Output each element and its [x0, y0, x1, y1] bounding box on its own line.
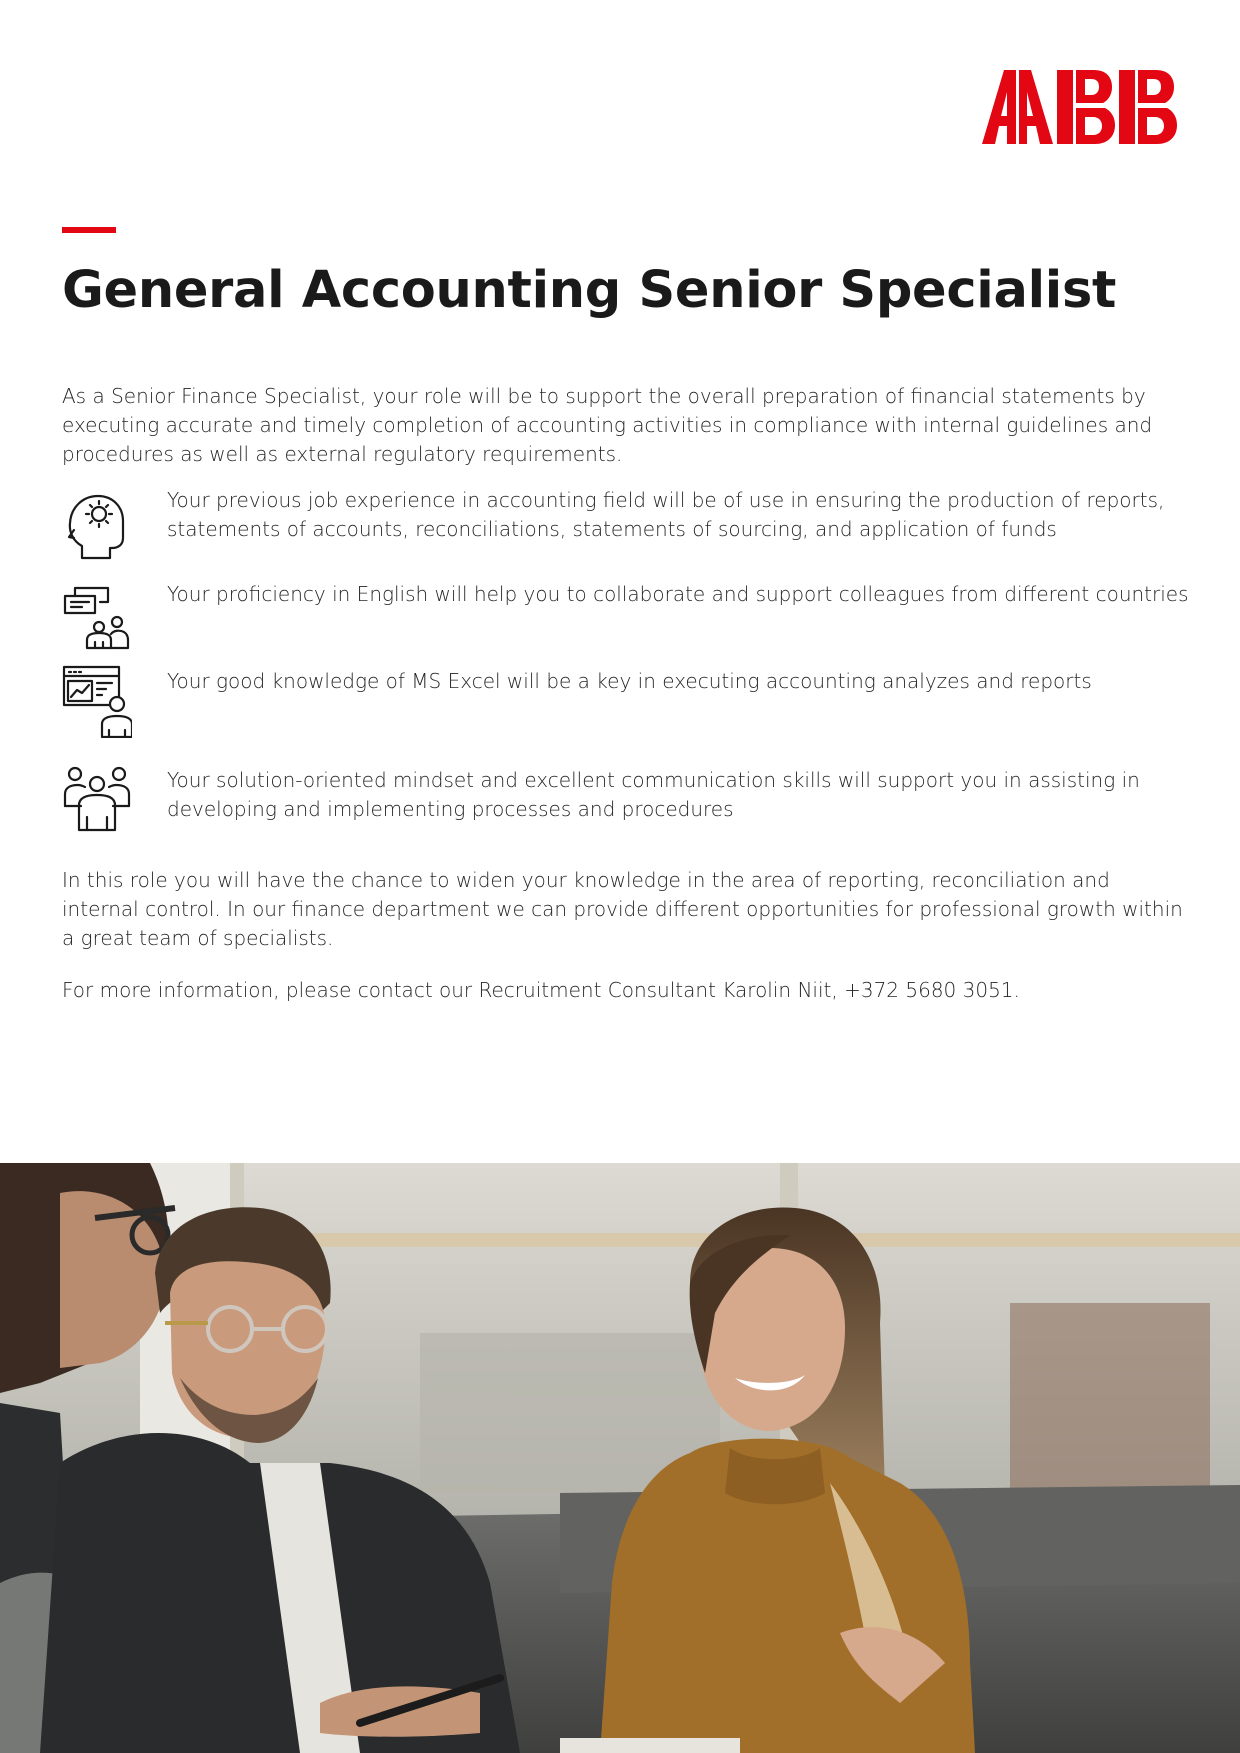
title-accent-bar	[62, 227, 116, 233]
collaboration-icon	[62, 582, 132, 656]
head-gear-icon	[62, 490, 132, 564]
team-icon	[62, 762, 132, 836]
contact-paragraph: For more information, please contact our Recruitment Consultant Karolin Niit, +372 5680 3051.	[62, 978, 1020, 1002]
abb-logo	[982, 70, 1178, 144]
bullet-english-text: Your proficiency in English will help you to collaborate and support colleagues from different countries	[167, 582, 1189, 606]
bullet-mindset-text: Your solution-oriented mindset and excellent communication skills will support you in assisting in developing and implementing processes and procedures	[167, 768, 1140, 821]
closing-paragraph: In this role you will have the chance to widen your knowledge in the area of reporting, reconciliation and internal control. In our finance department we can provide different opportunities for professional growth within a great team of specialists.	[62, 868, 1183, 950]
page-title: General Accounting Senior Specialist	[62, 261, 1117, 320]
intro-paragraph: As a Senior Finance Specialist, your role will be to support the overall preparation of financial statements by executing accurate and timely completion of accounting activities in compliance with internal guidelines and procedures as well as external regulatory requirements.	[62, 384, 1153, 466]
office-meeting-photo	[0, 1163, 1240, 1753]
bullet-excel-text: Your good knowledge of MS Excel will be a key in executing accounting analyzes and reports	[167, 669, 1092, 693]
dashboard-user-icon	[62, 664, 132, 738]
bullet-experience-text: Your previous job experience in accounting field will be of use in ensuring the production of reports, statements of accounts, reconciliations, statements of sourcing, and application of funds	[167, 488, 1165, 541]
